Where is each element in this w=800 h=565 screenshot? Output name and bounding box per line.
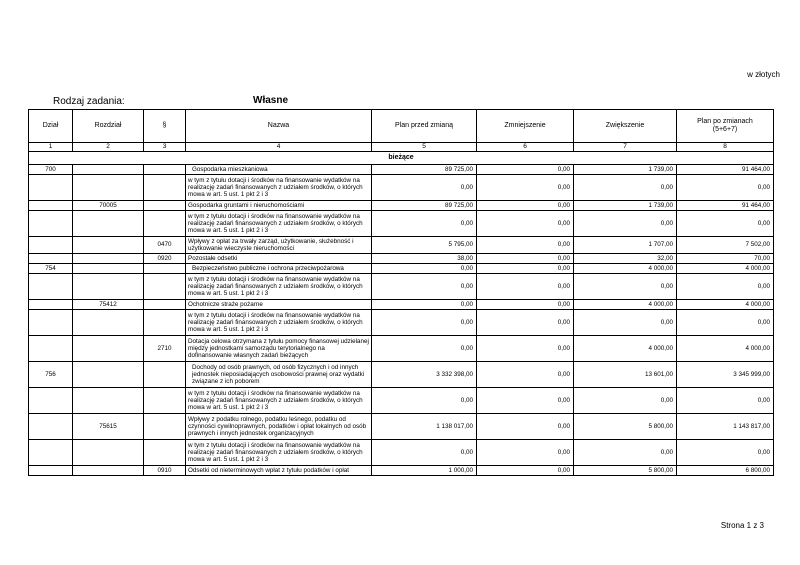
- cell-dzial: 700: [29, 165, 73, 175]
- table-row: [29, 466, 774, 476]
- cell-decrease: 0,00: [477, 201, 574, 211]
- cell-paragraph: [144, 310, 186, 336]
- col-number: 1: [29, 143, 73, 152]
- cell-increase: 1 707,00: [574, 237, 677, 254]
- cell-plan-before: 1 138 017,00: [372, 414, 477, 440]
- cell-plan-after: 0,00: [677, 211, 774, 237]
- table-row: [29, 362, 774, 388]
- cell-decrease: 0,00: [477, 165, 574, 175]
- cell-dzial: [29, 466, 73, 476]
- table-row: [29, 440, 774, 466]
- cell-increase: 4 000,00: [574, 300, 677, 310]
- cell-increase: 0,00: [574, 388, 677, 414]
- col-header-plan-after: Plan po zmianach (5+6+7): [677, 110, 774, 143]
- cell-decrease: 0,00: [477, 414, 574, 440]
- col-number: 5: [372, 143, 477, 152]
- cell-decrease: 0,00: [477, 336, 574, 362]
- cell-plan-after: 0,00: [677, 274, 774, 300]
- cell-increase: 13 601,00: [574, 362, 677, 388]
- cell-rozdzial: [73, 388, 144, 414]
- cell-paragraph: [144, 440, 186, 466]
- page-number: Strona 1 z 3: [720, 521, 764, 530]
- cell-nazwa: Dochody od osób prawnych, od osób fizycznych i od innych jednostek nieposiadających osobowości prawnej oraz wydatki związane z ich poborem: [186, 362, 372, 388]
- col-header-rozdzial: Rozdział: [73, 110, 144, 143]
- col-header-plan-before: Plan przed zmianą: [372, 110, 477, 143]
- cell-rozdzial: [73, 466, 144, 476]
- cell-paragraph: [144, 414, 186, 440]
- cell-nazwa: Odsetki od nieterminowych wpłat z tytułu podatków i opłat: [186, 466, 372, 476]
- col-header-increase: Zwiększenie: [574, 110, 677, 143]
- cell-paragraph: [144, 388, 186, 414]
- cell-plan-before: 0,00: [372, 388, 477, 414]
- col-header-dzial: Dział: [29, 110, 73, 143]
- cell-plan-before: 0,00: [372, 300, 477, 310]
- cell-plan-after: 3 345 999,00: [677, 362, 774, 388]
- cell-increase: 0,00: [574, 310, 677, 336]
- table-row: [29, 414, 774, 440]
- cell-rozdzial: 75412: [73, 300, 144, 310]
- cell-nazwa: Dotacja celowa otrzymana z tytułu pomocy finansowej udzielanej między jednostkami samorządu terytorialnego na dofinansowanie własnych zadań bieżących: [186, 336, 372, 362]
- col-header-decrease: Zmniejszenie: [477, 110, 574, 143]
- cell-rozdzial: [73, 175, 144, 201]
- cell-dzial: 754: [29, 264, 73, 274]
- cell-nazwa: Gospodarka gruntami i nieruchomościami: [186, 201, 372, 211]
- cell-nazwa: w tym z tytułu dotacji i środków na finansowanie wydatków na realizację zadań finansowanych z udziałem środków, o których mowa w art. 5 ust. 1 pkt 2 i 3: [186, 175, 372, 201]
- cell-plan-before: 89 725,00: [372, 201, 477, 211]
- cell-dzial: [29, 300, 73, 310]
- cell-rozdzial: [73, 165, 144, 175]
- cell-rozdzial: 70005: [73, 201, 144, 211]
- cell-dzial: [29, 310, 73, 336]
- cell-nazwa: Wpływy z podatku rolnego, podatku leśnego, podatku od czynności cywilnoprawnych, podatków i opłat lokalnych od osób prawnych i innych jednostek organizacyjnych: [186, 414, 372, 440]
- cell-nazwa: w tym z tytułu dotacji i środków na finansowanie wydatków na realizację zadań finansowanych z udziałem środków, o których mowa w art. 5 ust. 1 pkt 2 i 3: [186, 211, 372, 237]
- cell-nazwa: w tym z tytułu dotacji i środków na finansowanie wydatków na realizację zadań finansowanych z udziałem środków, o których mowa w art. 5 ust. 1 pkt 2 i 3: [186, 388, 372, 414]
- cell-nazwa: Pozostałe odsetki: [186, 254, 372, 264]
- table-row: [29, 237, 774, 254]
- cell-dzial: 756: [29, 362, 73, 388]
- cell-paragraph: [144, 274, 186, 300]
- cell-dzial: [29, 414, 73, 440]
- cell-nazwa: Bezpieczeństwo publiczne i ochrona przeciwpożarowa: [186, 264, 372, 274]
- table-row: [29, 388, 774, 414]
- cell-rozdzial: [73, 237, 144, 254]
- cell-rozdzial: 75615: [73, 414, 144, 440]
- cell-rozdzial: [73, 310, 144, 336]
- cell-plan-before: 89 725,00: [372, 165, 477, 175]
- table-row: [29, 274, 774, 300]
- cell-decrease: 0,00: [477, 211, 574, 237]
- budget-table: [28, 109, 774, 476]
- cell-plan-before: 0,00: [372, 264, 477, 274]
- cell-increase: 0,00: [574, 274, 677, 300]
- table-row: [29, 336, 774, 362]
- table-row: [29, 211, 774, 237]
- cell-plan-after: 91 464,00: [677, 201, 774, 211]
- cell-dzial: [29, 274, 73, 300]
- cell-dzial: [29, 254, 73, 264]
- cell-nazwa: w tym z tytułu dotacji i środków na finansowanie wydatków na realizację zadań finansowanych z udziałem środków, o których mowa w art. 5 ust. 1 pkt 2 i 3: [186, 274, 372, 300]
- cell-decrease: 0,00: [477, 300, 574, 310]
- cell-dzial: [29, 388, 73, 414]
- cell-plan-before: 0,00: [372, 211, 477, 237]
- cell-paragraph: 0910: [144, 466, 186, 476]
- col-number: 8: [677, 143, 774, 152]
- cell-rozdzial: [73, 336, 144, 362]
- cell-increase: 0,00: [574, 211, 677, 237]
- cell-decrease: 0,00: [477, 388, 574, 414]
- table-row: [29, 254, 774, 264]
- cell-dzial: [29, 440, 73, 466]
- cell-nazwa: Wpływy z opłat za trwały zarząd, użytkowanie, służebność i użytkowanie wieczyste nieruchomości: [186, 237, 372, 254]
- table-row: [29, 300, 774, 310]
- cell-paragraph: [144, 362, 186, 388]
- cell-paragraph: 2710: [144, 336, 186, 362]
- section-row: [29, 152, 774, 165]
- cell-plan-after: 4 000,00: [677, 264, 774, 274]
- table-row: [29, 165, 774, 175]
- cell-paragraph: 0920: [144, 254, 186, 264]
- cell-nazwa: w tym z tytułu dotacji i środków na finansowanie wydatków na realizację zadań finansowanych z udziałem środków, o których mowa w art. 5 ust. 1 pkt 2 i 3: [186, 440, 372, 466]
- cell-plan-after: 0,00: [677, 310, 774, 336]
- table-header-row: [29, 110, 774, 143]
- cell-plan-before: 3 332 398,00: [372, 362, 477, 388]
- col-number: 7: [574, 143, 677, 152]
- cell-rozdzial: [73, 254, 144, 264]
- cell-dzial: [29, 201, 73, 211]
- cell-plan-after: 4 000,00: [677, 336, 774, 362]
- cell-nazwa: Ochotnicze straże pożarne: [186, 300, 372, 310]
- col-header-paragraph: §: [144, 110, 186, 143]
- cell-rozdzial: [73, 264, 144, 274]
- table-row: [29, 310, 774, 336]
- cell-increase: 0,00: [574, 175, 677, 201]
- cell-decrease: 0,00: [477, 440, 574, 466]
- cell-plan-before: 5 795,00: [372, 237, 477, 254]
- cell-plan-before: 38,00: [372, 254, 477, 264]
- cell-paragraph: [144, 264, 186, 274]
- cell-plan-before: 0,00: [372, 440, 477, 466]
- cell-increase: 1 739,00: [574, 165, 677, 175]
- column-number-row: [29, 143, 774, 152]
- cell-plan-after: 1 143 817,00: [677, 414, 774, 440]
- cell-dzial: [29, 175, 73, 201]
- cell-paragraph: [144, 300, 186, 310]
- cell-increase: 5 800,00: [574, 414, 677, 440]
- cell-nazwa: w tym z tytułu dotacji i środków na finansowanie wydatków na realizację zadań finansowanych z udziałem środków, o których mowa w art. 5 ust. 1 pkt 2 i 3: [186, 310, 372, 336]
- cell-increase: 4 000,00: [574, 336, 677, 362]
- cell-rozdzial: [73, 211, 144, 237]
- cell-dzial: [29, 211, 73, 237]
- cell-plan-after: 91 464,00: [677, 165, 774, 175]
- cell-plan-after: 0,00: [677, 388, 774, 414]
- cell-plan-before: 0,00: [372, 274, 477, 300]
- cell-dzial: [29, 237, 73, 254]
- cell-increase: 32,00: [574, 254, 677, 264]
- cell-plan-before: 0,00: [372, 310, 477, 336]
- cell-increase: 4 000,00: [574, 264, 677, 274]
- cell-dzial: [29, 336, 73, 362]
- cell-plan-before: 0,00: [372, 336, 477, 362]
- col-header-nazwa: Nazwa: [186, 110, 372, 143]
- cell-plan-after: 0,00: [677, 175, 774, 201]
- cell-nazwa: Gospodarka mieszkaniowa: [186, 165, 372, 175]
- cell-increase: 5 800,00: [574, 466, 677, 476]
- table-row: [29, 175, 774, 201]
- section-title: bieżące: [29, 152, 774, 165]
- cell-increase: 0,00: [574, 440, 677, 466]
- currency-unit-note: w złotych: [747, 70, 780, 79]
- cell-paragraph: [144, 201, 186, 211]
- cell-plan-after: 4 000,00: [677, 300, 774, 310]
- col-number: 2: [73, 143, 144, 152]
- col-number: 4: [186, 143, 372, 152]
- table-row: [29, 264, 774, 274]
- cell-decrease: 0,00: [477, 254, 574, 264]
- cell-paragraph: [144, 175, 186, 201]
- cell-plan-after: 7 502,00: [677, 237, 774, 254]
- col-number: 6: [477, 143, 574, 152]
- cell-decrease: 0,00: [477, 310, 574, 336]
- table-row: [29, 201, 774, 211]
- cell-paragraph: [144, 211, 186, 237]
- cell-plan-after: 6 800,00: [677, 466, 774, 476]
- cell-paragraph: [144, 165, 186, 175]
- cell-plan-after: 0,00: [677, 440, 774, 466]
- task-type-value: Własne: [253, 95, 289, 106]
- cell-decrease: 0,00: [477, 274, 574, 300]
- cell-decrease: 0,00: [477, 175, 574, 201]
- cell-decrease: 0,00: [477, 466, 574, 476]
- cell-rozdzial: [73, 274, 144, 300]
- cell-decrease: 0,00: [477, 237, 574, 254]
- cell-plan-before: 1 000,00: [372, 466, 477, 476]
- cell-decrease: 0,00: [477, 362, 574, 388]
- cell-increase: 1 739,00: [574, 201, 677, 211]
- cell-plan-after: 70,00: [677, 254, 774, 264]
- cell-plan-before: 0,00: [372, 175, 477, 201]
- cell-rozdzial: [73, 362, 144, 388]
- col-number: 3: [144, 143, 186, 152]
- task-type-label: Rodzaj zadania:: [53, 96, 125, 107]
- cell-rozdzial: [73, 440, 144, 466]
- cell-paragraph: 0470: [144, 237, 186, 254]
- cell-decrease: 0,00: [477, 264, 574, 274]
